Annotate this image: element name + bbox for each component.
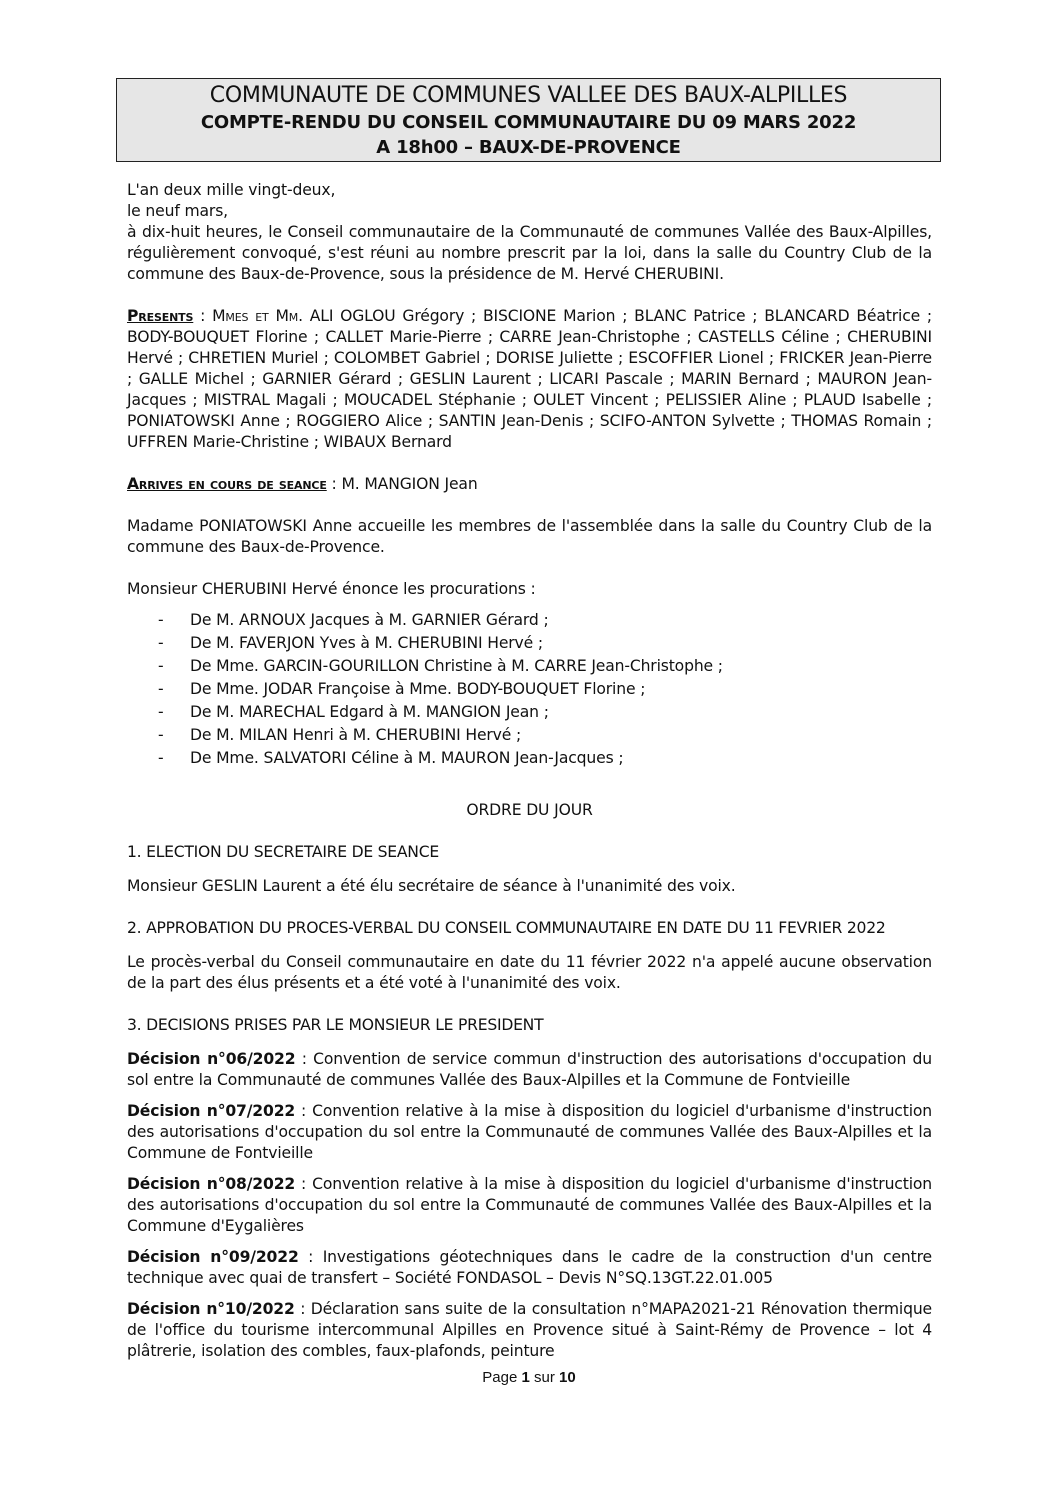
header-organization: COMMUNAUTE DE COMMUNES VALLEE DES BAUX-ALPILLES [209,83,848,108]
section-2-title: 2. APPROBATION DU PROCES-VERBAL DU CONSEIL COMMUNAUTAIRE EN DATE DU 11 FEVRIER 2022 [127,919,886,937]
decision-10: Décision n°10/2022 : Déclaration sans suite de la consultation n°MAPA2021-21 Rénovation thermique de l'office du tourisme intercommunal Alpilles en Provence situé à Saint-Rémy de Provence – lot 4 plâtrerie, isolation des combles, faux-plafonds, peinture [127,1300,933,1360]
footer-page-number: 1 [521,1369,530,1386]
section-2-body: Le procès-verbal du Conseil communautaire en date du 11 février 2022 n'a appelé aucune observation de la part des élus présents et a été voté à l'unanimité des voix. [127,953,932,992]
header-time-place: A 18h00 – BAUX-DE-PROVENCE [376,137,681,158]
welcome-paragraph: Madame PONIATOWSKI Anne accueille les membres de l'assemblée dans la salle du Country Club de la commune des Baux-de-Provence. [127,517,932,556]
decision-08: Décision n°08/2022 : Convention relative à la mise à disposition du logiciel d'urbanisme d'instruction des autorisations d'occupation du sol entre la Communauté de communes Vallée des Baux-Alpilles et la Commune d'Eygalières [127,1175,932,1235]
arrives-label: Arrives en cours de seance [127,475,327,493]
list-item: - De M. FAVERJON Yves à M. CHERUBINI Hervé ; [158,634,543,652]
procurations-intro: Monsieur CHERUBINI Hervé énonce les procurations : [127,580,536,598]
decision-09: Décision n°09/2022 : Investigations géotechniques dans le cadre de la construction d'un centre technique avec quai de transfert – Société FONDASOL – Devis N°SQ.13GT.22.01.005 [127,1248,932,1287]
presents-list: ALI OGLOU Grégory ; BISCIONE Marion ; BLANC Patrice ; BLANCARD Béatrice ; BODY-BOUQUET Florine ; CALLET Marie-Pierre ; CARRE Jean-Christophe ; CASTELLS Céline ; CHERUBINI Hervé ; CHRETIEN Muriel ; COLOMBET Gabriel ; DORISE Juliette ; ESCOFFIER Lionel ; FRICKER Jean-Pierre ; GALLE Michel ; GARNIER Gérard ; GESLIN Laurent ; LICARI Pascale ; MARIN Bernard ; MAURON Jean-Jacques ; MISTRAL Magali ; MOUCADEL Stéphanie ; OULET Vincent ; PELISSIER Aline ; PLAUD Isabelle ; PONIATOWSKI Anne ; ROGGIERO Alice ; SANTIN Jean-Denis ; SCIFO-ANTON Sylvette ; THOMAS Romain ; UFFREN Marie-Christine ; WIBAUX Bernard [127,307,933,451]
list-item: - De M. MARECHAL Edgard à M. MANGION Jean ; [158,703,549,721]
footer-page-word: Page [482,1369,518,1386]
decision-07: Décision n°07/2022 : Convention relative à la mise à disposition du logiciel d'urbanisme d'instruction des autorisations d'occupation du sol entre la Communauté de communes Vallée des Baux-Alpilles et la Commune de Fontvieille [127,1102,932,1162]
decision-06: Décision n°06/2022 : Convention de service commun d'instruction des autorisations d'occupation du sol entre la Communauté de communes Vallée des Baux-Alpilles et la Commune de Fontvieille [127,1050,932,1089]
intro-year: L'an deux mille vingt-deux, [127,181,336,199]
list-item: - De M. MILAN Henri à M. CHERUBINI Hervé ; [158,726,522,744]
footer-of-word: sur [534,1369,555,1386]
intro-paragraph: à dix-huit heures, le Conseil communautaire de la Communauté de communes Vallée des Baux-Alpilles, régulièrement convoqué, s'est réuni au nombre prescrit par la loi, dans la salle du Country Club de la commune des Baux-de-Provence, sous la présidence de M. Hervé CHERUBINI. [127,223,932,283]
intro-day: le neuf mars, [127,202,228,220]
header-meeting-title: COMPTE-RENDU DU CONSEIL COMMUNAUTAIRE DU 09 MARS 2022 [200,112,857,133]
list-item: - De Mme. JODAR Françoise à Mme. BODY-BOUQUET Florine ; [158,680,646,698]
footer-page-total: 10 [559,1369,576,1386]
procurations-list [127,609,932,770]
section-1-body: Monsieur GESLIN Laurent a été élu secrétaire de séance à l'unanimité des voix. [127,877,736,895]
document-header [116,78,941,162]
presents-prefix: Mmes et Mm. [212,307,303,325]
list-item: - De Mme. SALVATORI Céline à M. MAURON Jean-Jacques ; [158,749,624,767]
document-body [127,180,932,1362]
arrives-paragraph: Arrives en cours de seance : M. MANGION Jean [127,475,478,493]
page-footer [0,1367,1058,1388]
arrives-text: M. MANGION Jean [341,475,478,493]
section-1-title: 1. ELECTION DU SECRETAIRE DE SEANCE [127,843,439,861]
presents-paragraph: Presents : Mmes et Mm. ALI OGLOU Grégory ; BISCIONE Marion ; BLANC Patrice ; BLANCARD Béatrice ; BODY-BOUQUET Florine ; CALLET Marie-Pierre ; CARRE Jean-Christophe ; CASTELLS Céline ; CHERUBINI Hervé ; CHRETIEN Muriel ; COLOMBET Gabriel ; DORISE Juliette ; ESCOFFIER Lionel ; FRICKER Jean-Pierre ; GALLE Michel ; GARNIER Gérard ; GESLIN Laurent ; LICARI Pascale ; MARIN Bernard ; MAURON Jean-Jacques ; MISTRAL Magali ; MOUCADEL Stéphanie ; OULET Vincent ; PELISSIER Aline ; PLAUD Isabelle ; PONIATOWSKI Anne ; ROGGIERO Alice ; SANTIN Jean-Denis ; SCIFO-ANTON Sylvette ; THOMAS Romain ; UFFREN Marie-Christine ; WIBAUX Bernard [127,307,933,451]
list-item: - De Mme. GARCIN-GOURILLON Christine à M. CARRE Jean-Christophe ; [158,657,723,675]
presents-label: Presents [127,307,194,325]
list-item: - De M. ARNOUX Jacques à M. GARNIER Gérard ; [158,611,549,629]
section-3-title: 3. DECISIONS PRISES PAR LE MONSIEUR LE PRESIDENT [127,1016,544,1034]
agenda-title: ORDRE DU JOUR [466,801,593,819]
